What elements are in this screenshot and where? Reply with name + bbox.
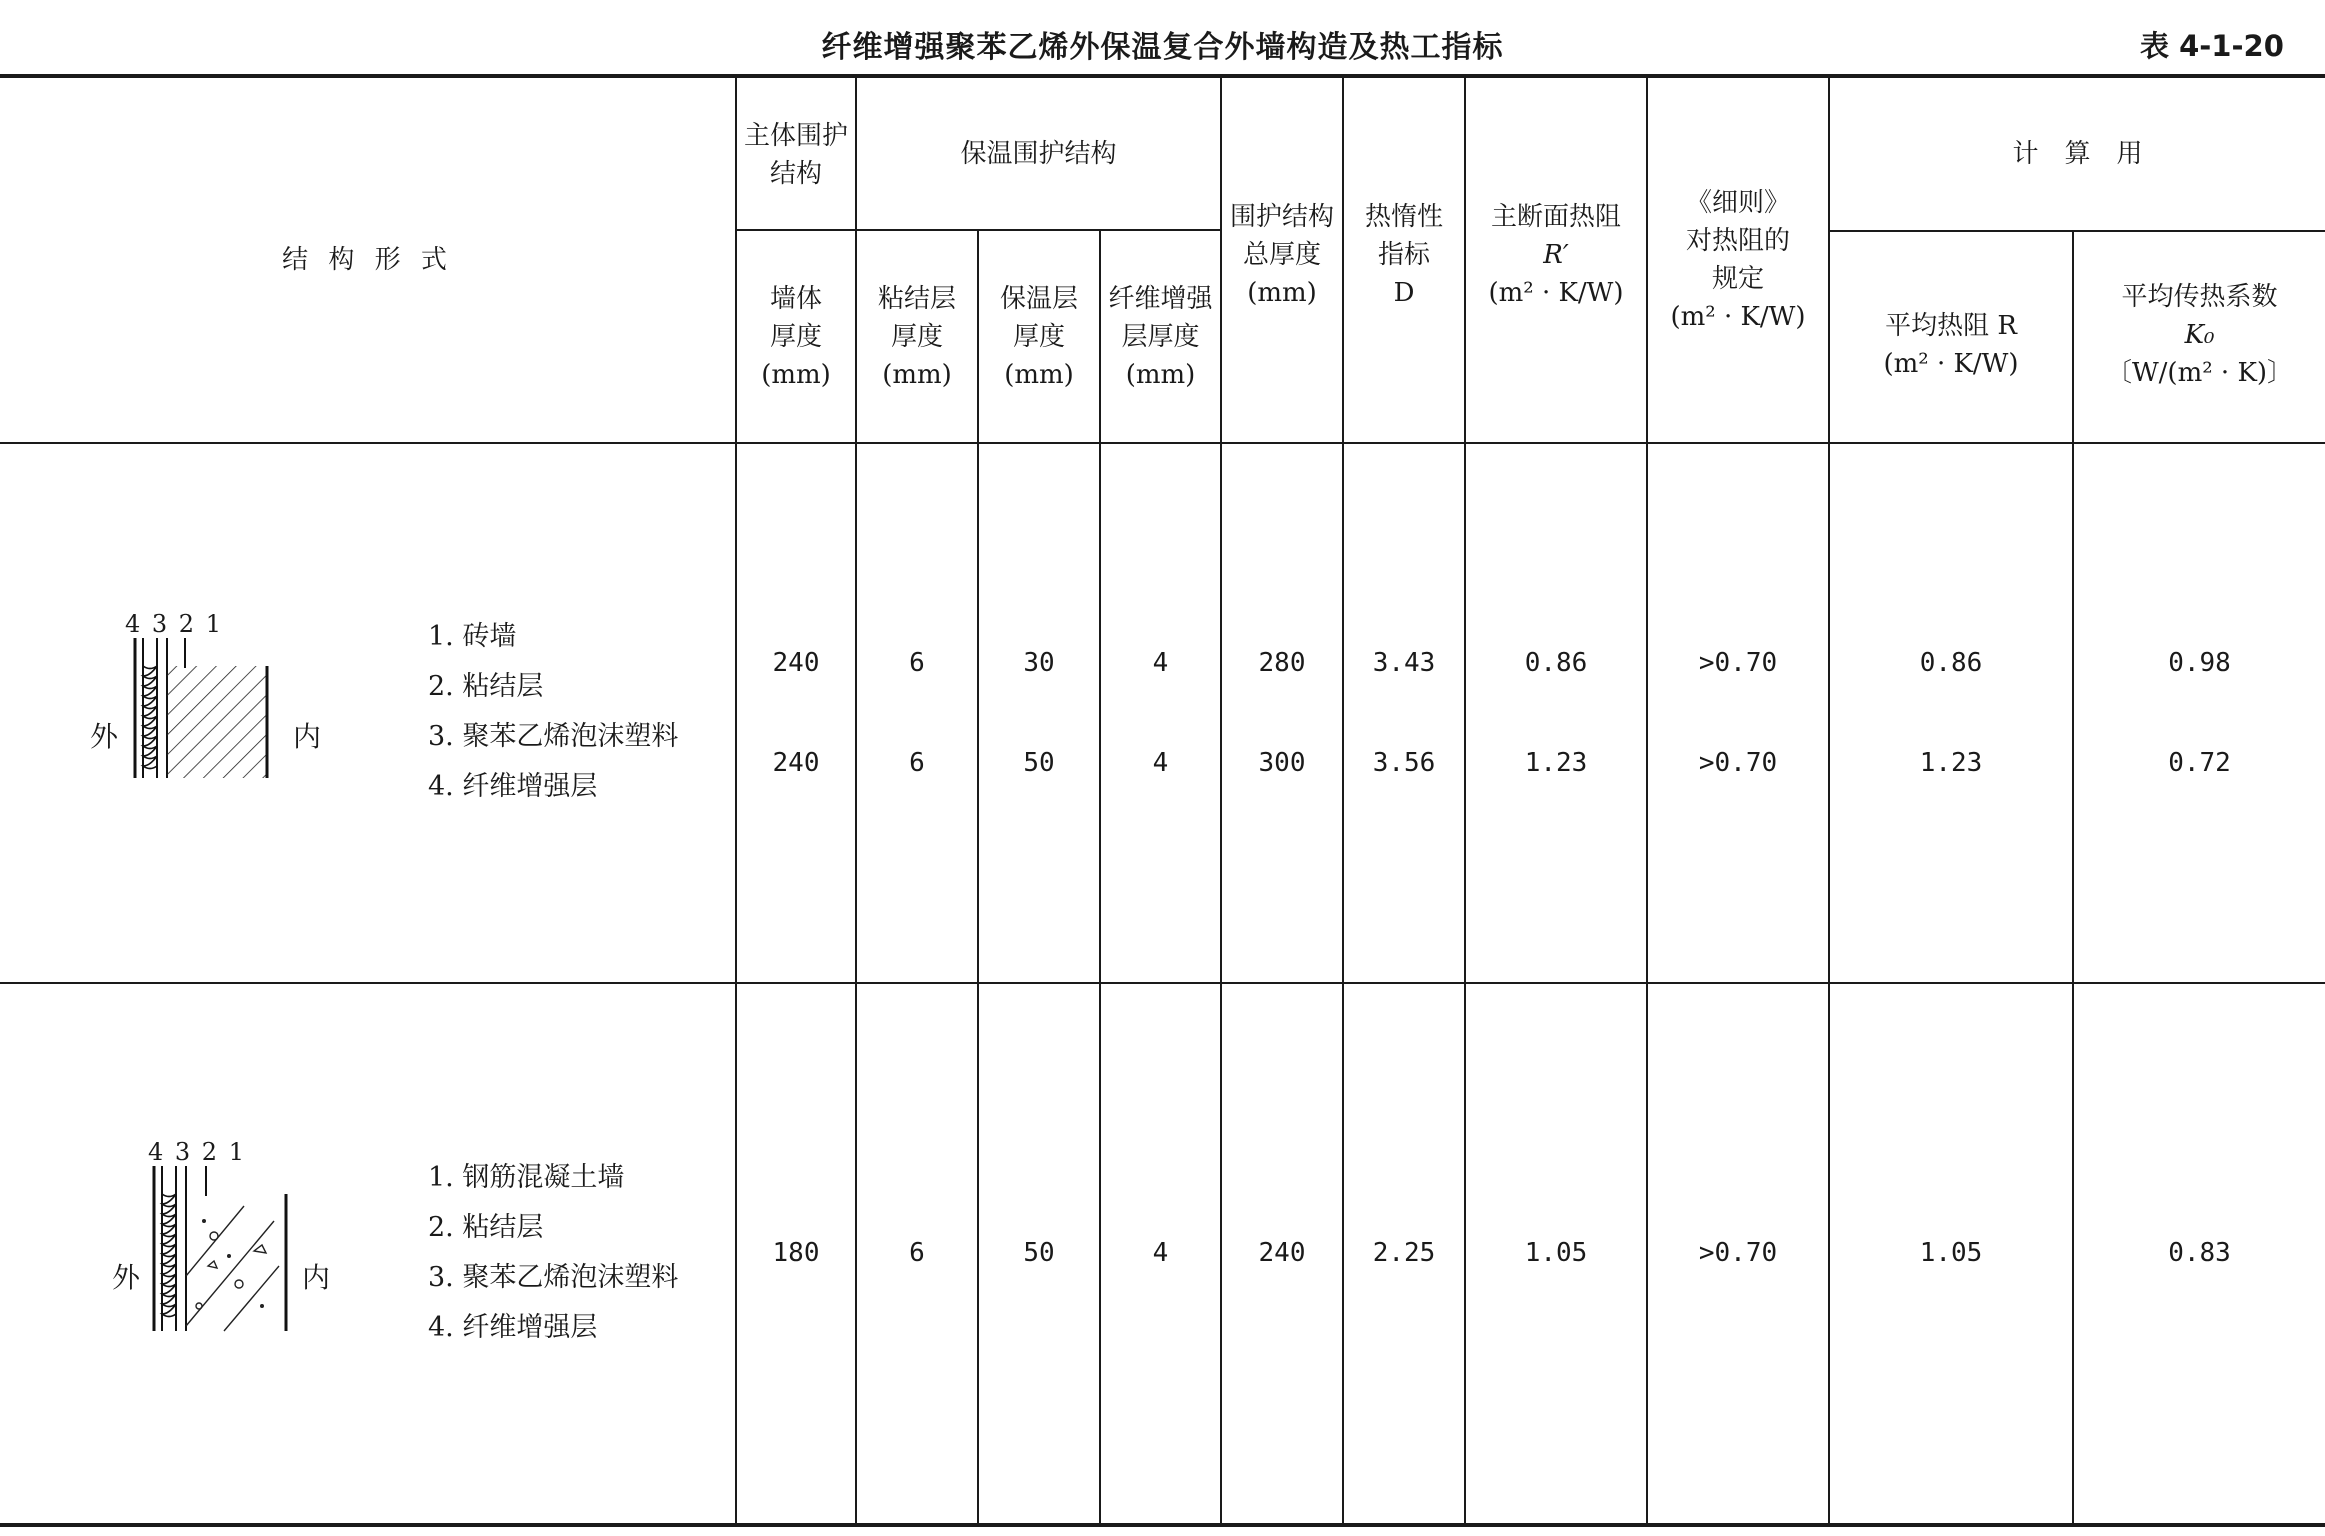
cell-bond-thickness: 6 bbox=[909, 1238, 925, 1268]
cell-total-thickness: 240 bbox=[1258, 1238, 1306, 1268]
brick-wall-section-icon bbox=[125, 638, 295, 808]
layer-numbers: 4 3 2 1 bbox=[148, 1138, 246, 1166]
cell-avg-resistance: 1.23 bbox=[1919, 748, 1983, 778]
cell-fiber-thickness: 4 bbox=[1152, 1238, 1169, 1268]
header-avg-k: 平均传热系数 K₀ 〔W/(m² · K)〕 bbox=[2105, 282, 2294, 388]
cell-wall-thickness: 240 bbox=[772, 648, 820, 678]
cell-thermal-inertia: 3.56 bbox=[1372, 748, 1436, 778]
cell-wall-thickness: 240 bbox=[772, 748, 820, 778]
header-main-resistance: 主断面热阻 R′ (m² · K/W) bbox=[1488, 202, 1624, 308]
header-rule: 《细则》 对热阻的 规定 (m² · K/W) bbox=[1670, 188, 1806, 332]
cell-fiber-thickness: 4 bbox=[1152, 748, 1169, 778]
header-structure-form: 结 构 形 式 bbox=[282, 245, 453, 275]
cell-thermal-inertia: 2.25 bbox=[1372, 1238, 1436, 1268]
brick-wall-diagram bbox=[80, 610, 330, 810]
outside-label: 外 bbox=[112, 1261, 141, 1294]
legend-item: 2. 粘结层 bbox=[428, 1212, 544, 1243]
header-insul-thickness: 保温层 厚度 (mm) bbox=[999, 283, 1078, 390]
cell-main-resistance: 1.23 bbox=[1524, 748, 1588, 778]
header-calc-group: 计 算 用 bbox=[2012, 139, 2143, 169]
inside-label: 内 bbox=[302, 1261, 331, 1294]
concrete-wall-diagram bbox=[80, 1138, 340, 1348]
legend-item: 3. 聚苯乙烯泡沫塑料 bbox=[428, 1262, 679, 1293]
cell-rule: >0.70 bbox=[1698, 1238, 1778, 1268]
layer-numbers: 4 3 2 1 bbox=[125, 610, 223, 638]
header-total-thickness: 围护结构 总厚度 (mm) bbox=[1229, 202, 1334, 308]
cell-insul-thickness: 50 bbox=[1023, 748, 1055, 778]
cell-fiber-thickness: 4 bbox=[1152, 648, 1169, 678]
legend-item: 1. 砖墙 bbox=[428, 621, 517, 652]
legend-item: 2. 粘结层 bbox=[428, 671, 544, 702]
header-wall-thickness: 墙体 厚度 (mm) bbox=[761, 283, 831, 390]
outside-label: 外 bbox=[90, 720, 119, 753]
legend-item: 1. 钢筋混凝土墙 bbox=[428, 1162, 625, 1193]
cell-avg-k: 0.72 bbox=[2168, 748, 2231, 778]
calc-group-rule bbox=[1828, 230, 2325, 232]
cell-main-resistance: 1.05 bbox=[1524, 1238, 1588, 1268]
table-number: 表 4-1-20 bbox=[2140, 29, 2284, 63]
legend-item: 4. 纤维增强层 bbox=[428, 1312, 598, 1343]
cell-insul-thickness: 30 bbox=[1023, 648, 1055, 678]
cell-total-thickness: 280 bbox=[1258, 648, 1306, 678]
header-thermal-inertia: 热惰性 指标 D bbox=[1364, 202, 1443, 308]
cell-wall-thickness: 180 bbox=[772, 1238, 820, 1268]
section-1-legend bbox=[428, 612, 678, 812]
header-fiber-thickness: 纤维增强 层厚度 (mm) bbox=[1108, 283, 1213, 390]
cell-avg-k: 0.83 bbox=[2168, 1238, 2231, 1268]
header-main-group: 主体围护 结构 bbox=[743, 121, 848, 189]
legend-item: 3. 聚苯乙烯泡沫塑料 bbox=[428, 721, 679, 752]
cell-rule: >0.70 bbox=[1698, 748, 1778, 778]
cell-avg-resistance: 1.05 bbox=[1919, 1238, 1983, 1268]
concrete-wall-section-icon bbox=[144, 1166, 304, 1346]
header-bottom-rule bbox=[0, 442, 2325, 444]
cell-total-thickness: 300 bbox=[1258, 748, 1306, 778]
inside-label: 内 bbox=[293, 720, 322, 753]
cell-bond-thickness: 6 bbox=[909, 648, 925, 678]
legend-item: 4. 纤维增强层 bbox=[428, 771, 598, 802]
header-insul-group: 保温围护结构 bbox=[960, 138, 1117, 169]
section-divider-rule bbox=[0, 982, 2325, 984]
cell-thermal-inertia: 3.43 bbox=[1372, 648, 1436, 678]
table-title: 纤维增强聚苯乙烯外保温复合外墙构造及热工指标 bbox=[821, 30, 1504, 65]
header-avg-resistance: 平均热阻 R (m² · K/W) bbox=[1883, 311, 2019, 379]
cell-avg-k: 0.98 bbox=[2168, 648, 2231, 678]
cell-main-resistance: 0.86 bbox=[1524, 648, 1588, 678]
col-divider bbox=[2072, 232, 2074, 1524]
cell-rule: >0.70 bbox=[1698, 648, 1778, 678]
header-bond-thickness: 粘结层 厚度 (mm) bbox=[877, 283, 956, 390]
bottom-rule bbox=[0, 1523, 2325, 1527]
section-2-legend bbox=[428, 1153, 678, 1353]
cell-avg-resistance: 0.86 bbox=[1919, 648, 1983, 678]
cell-bond-thickness: 6 bbox=[909, 748, 925, 778]
cell-insul-thickness: 50 bbox=[1023, 1238, 1055, 1268]
